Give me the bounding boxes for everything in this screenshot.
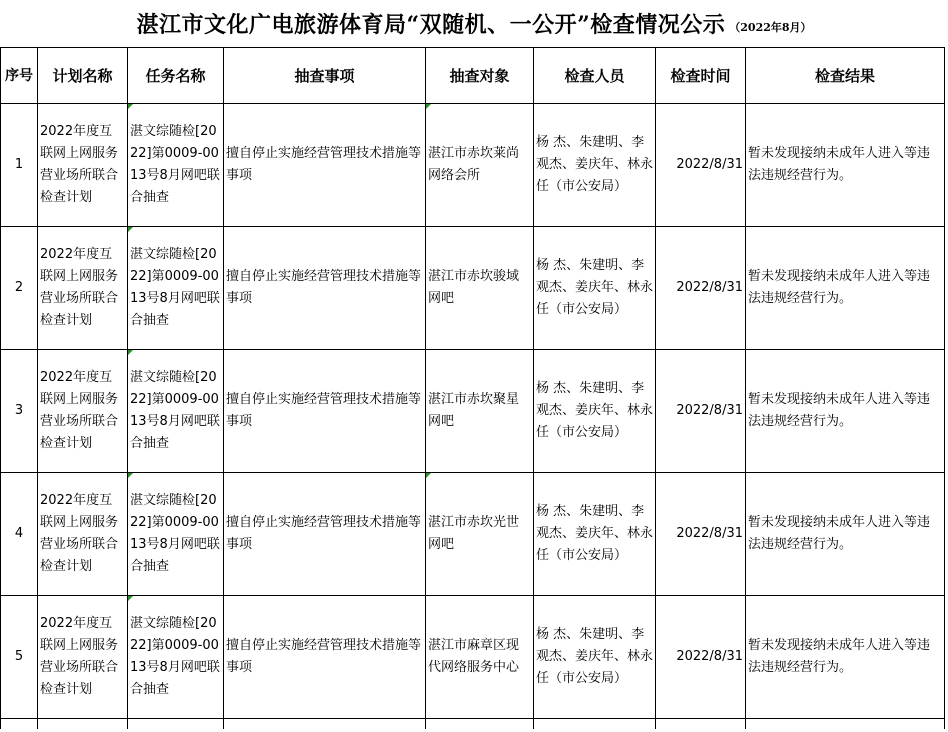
cell-empty (1, 719, 38, 730)
cell-date: 2022/8/31 (656, 596, 746, 719)
cell-inspectors: 杨 杰、朱建明、李观杰、姜庆年、林永任（市公安局） (534, 104, 656, 227)
cell-empty (746, 719, 945, 730)
cell-item: 擅自停止实施经营管理技术措施等事项 (224, 596, 426, 719)
cell-task: 湛文综随检[2022]第0009-0013号8月网吧联合抽查 (128, 227, 224, 350)
cell-seq: 3 (1, 350, 38, 473)
cell-target: 湛江市赤坎莱尚网络会所 (426, 104, 534, 227)
cell-inspectors: 杨 杰、朱建明、李观杰、姜庆年、林永任（市公安局） (534, 227, 656, 350)
cell-seq: 1 (1, 104, 38, 227)
cell-plan: 2022年度互联网上网服务营业场所联合检查计划 (38, 104, 128, 227)
cell-target: 湛江市赤坎光世网吧 (426, 473, 534, 596)
inspection-table (0, 47, 945, 729)
cell-item: 擅自停止实施经营管理技术措施等事项 (224, 104, 426, 227)
cell-result: 暂未发现接纳未成年人进入等违法违规经营行为。 (746, 104, 945, 227)
cell-result: 暂未发现接纳未成年人进入等违法违规经营行为。 (746, 350, 945, 473)
cell-target: 湛江市赤坎骏域网吧 (426, 227, 534, 350)
cell-target: 湛江市麻章区现代网络服务中心 (426, 596, 534, 719)
cell-empty (426, 719, 534, 730)
cell-task: 湛文综随检[2022]第0009-0013号8月网吧联合抽查 (128, 596, 224, 719)
cell-result: 暂未发现接纳未成年人进入等违法违规经营行为。 (746, 596, 945, 719)
cell-empty (128, 719, 224, 730)
table-row (1, 227, 945, 350)
header-date: 检查时间 (656, 48, 746, 104)
cell-seq: 4 (1, 473, 38, 596)
cell-empty (38, 719, 128, 730)
cell-item: 擅自停止实施经营管理技术措施等事项 (224, 473, 426, 596)
cell-result: 暂未发现接纳未成年人进入等违法违规经营行为。 (746, 473, 945, 596)
cell-item: 擅自停止实施经营管理技术措施等事项 (224, 227, 426, 350)
document-title: 湛江市文化广电旅游体育局“双随机、一公开”检查情况公示 (136, 12, 726, 38)
cell-plan: 2022年度互联网上网服务营业场所联合检查计划 (38, 596, 128, 719)
table-row-partial (1, 719, 945, 730)
cell-empty (656, 719, 746, 730)
cell-item: 擅自停止实施经营管理技术措施等事项 (224, 350, 426, 473)
table-row (1, 596, 945, 719)
table-row (1, 350, 945, 473)
cell-result: 暂未发现接纳未成年人进入等违法违规经营行为。 (746, 227, 945, 350)
cell-date: 2022/8/31 (656, 473, 746, 596)
table-header-row (1, 48, 945, 104)
cell-date: 2022/8/31 (656, 350, 746, 473)
cell-seq: 2 (1, 227, 38, 350)
table-row (1, 473, 945, 596)
header-item: 抽查事项 (224, 48, 426, 104)
header-seq: 序号 (1, 48, 38, 104)
document-title-row (0, 0, 948, 47)
cell-plan: 2022年度互联网上网服务营业场所联合检查计划 (38, 473, 128, 596)
header-plan: 计划名称 (38, 48, 128, 104)
header-result: 检查结果 (746, 48, 945, 104)
cell-plan: 2022年度互联网上网服务营业场所联合检查计划 (38, 227, 128, 350)
cell-task: 湛文综随检[2022]第0009-0013号8月网吧联合抽查 (128, 350, 224, 473)
document-subtitle: （2022年8月） (729, 20, 812, 34)
header-inspectors: 检查人员 (534, 48, 656, 104)
cell-task: 湛文综随检[2022]第0009-0013号8月网吧联合抽查 (128, 473, 224, 596)
cell-date: 2022/8/31 (656, 227, 746, 350)
cell-target: 湛江市赤坎聚星网吧 (426, 350, 534, 473)
cell-date: 2022/8/31 (656, 104, 746, 227)
table-row (1, 104, 945, 227)
cell-empty (224, 719, 426, 730)
cell-inspectors: 杨 杰、朱建明、李观杰、姜庆年、林永任（市公安局） (534, 596, 656, 719)
cell-plan: 2022年度互联网上网服务营业场所联合检查计划 (38, 350, 128, 473)
header-task: 任务名称 (128, 48, 224, 104)
cell-empty (534, 719, 656, 730)
cell-inspectors: 杨 杰、朱建明、李观杰、姜庆年、林永任（市公安局） (534, 350, 656, 473)
cell-inspectors: 杨 杰、朱建明、李观杰、姜庆年、林永任（市公安局） (534, 473, 656, 596)
header-target: 抽查对象 (426, 48, 534, 104)
cell-seq: 5 (1, 596, 38, 719)
cell-task: 湛文综随检[2022]第0009-0013号8月网吧联合抽查 (128, 104, 224, 227)
